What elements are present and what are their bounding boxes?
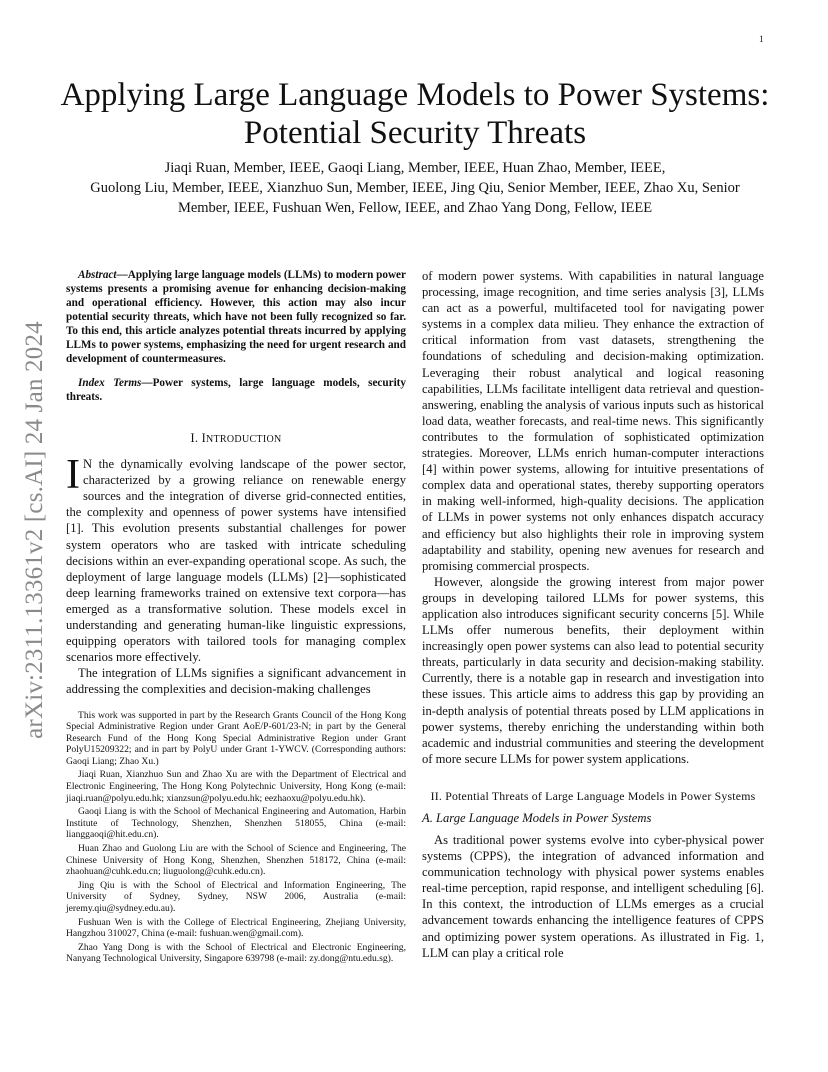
index-terms	[66, 376, 406, 404]
subsection-heading-a: A. Large Language Models in Power Systems	[422, 810, 652, 825]
footnotes	[66, 710, 406, 965]
body-paragraph: of modern power systems. With capabilities in natural language processing, image recognition, and time series analysis [3], LLMs can act as a powerful, multifaceted tool for navigating power systems in a complex data milieu. They enhance the extraction of critical information from vast datasets, strengthening the foundations of scheduling and decision-making optimization. Leveraging their robust analytical and logical reasoning capabilities, LLMs facilitate intelligent data retrieval and question-answering, enabling the analysis of various inputs such as historical load data, weather forecasts, and real-time news. This significantly contributes to the formulation of sophisticated optimization strategies. Moreover, LLMs enrich human-computer interactions [4] within power systems, allowing for intuitive presentations of complex data and operational states, thereby supporting operators in making well-informed, high-quality decisions. The application of LLMs in power systems not only enhances dispatch accuracy and efficiency but also highlights their role in improving system adaptability and stability, opening new avenues for research and promising commercial prospects.	[422, 269, 764, 573]
intro-paragraph-1	[66, 452, 406, 665]
authors-line-2: Guolong Liu, Member, IEEE, Xianzhuo Sun, Member, IEEE, Jing Qiu, Senior Member, IEEE, Zhao Xu, Senior	[90, 180, 740, 196]
arxiv-stamp-text: arXiv:2311.13361v2 [cs.AI] 24 Jan 2024	[21, 321, 48, 739]
section-heading-introduction	[66, 430, 406, 448]
footnote-affiliation: Jing Qiu is with the School of Electrical and Information Engineering, The University of Sydney, Sydney, NSW 2006, Australia (e-mail: jeremy.qiu@sydney.edu.au).	[66, 879, 406, 914]
body-paragraph: As traditional power systems evolve into cyber-physical power systems (CPPS), the integration of advanced information and communication technology with physical power systems enables real-time perception, rapid response, and intelligent scheduling [6]. In this context, the introduction of LLMs emerges as a crucial advancement towards enhancing the intelligence features of CPPS and optimizing power system operations. As illustrated in Fig. 1, LLM can play a critical role	[422, 833, 764, 960]
authors-line-3: Member, IEEE, Fushuan Wen, Fellow, IEEE, and Zhao Yang Dong, Fellow, IEEE	[177, 200, 653, 216]
author-list	[60, 158, 770, 218]
section-1-title: NTRODUCTION	[206, 434, 282, 445]
page-number: 1	[759, 34, 764, 44]
footnote-affiliation: Huan Zhao and Guolong Liu are with the School of Science and Engineering, The Chinese University of Hong Kong, Shenzhen, Shenzhen 518172, China (e-mail: zhaohuan@cuhk.edu.cn; liuguolong@cuhk.edu.cn).	[66, 843, 406, 878]
abstract	[66, 268, 406, 366]
footnote-affiliation: Zhao Yang Dong is with the School of Electrical and Electronic Engineering, Nanyang Technological University, Singapore 639798 (e-mail: zy.dong@ntu.edu.sg).	[66, 941, 406, 965]
section-heading-2: II. Potential Threats of Large Language Models in Power Systems	[430, 788, 756, 803]
footnote-affiliation: Jiaqi Ruan, Xianzhuo Sun and Zhao Xu are with the Department of Electrical and Electronic Engineering, The Hong Kong Polytechnic University, Hong Kong (e-mail: jiaqi.ruan@polyu.edu.hk; xianzsun@polyu.edu.hk; eezhaoxu@polyu.edu.hk).	[66, 769, 406, 804]
abstract-text: —Applying large language models (LLMs) to modern power systems presents a promising avenue for enhancing decision-making and operational efficiency. However, this action may also incur potential security threats, which have not been fully recognized so far. To this end, this article analyzes potential threats incurred by applying LLMs to power systems, emphasizing the need for urgent research and development of countermeasures.	[66, 269, 406, 365]
abstract-label: Abstract	[78, 269, 117, 281]
index-terms-label: Index Terms	[78, 377, 142, 389]
section-1-number: I. I	[190, 431, 206, 445]
left-column	[66, 268, 406, 967]
right-column	[422, 268, 764, 961]
intro-paragraph-1-text: N the dynamically evolving landscape of the power sector, characterized by a growing reliance on renewable energy sources and the integration of diverse grid-connected entities, the complexity and openness of power systems have intensified [1]. This evolution presents substantial challenges for power system operators who are tasked with intricate scheduling decisions within an ever-expanding operational scope. As such, the deployment of large language models (LLMs) [2]—sophisticated deep learning frameworks trained on extensive text corpora—has emerged as a transformative solution. These models excel in understanding and generating human-like linguistic expressions, equipping operators with tailored tools for managing complex scenarios more effectively.	[66, 457, 406, 665]
footnote-funding: This work was supported in part by the Research Grants Council of the Hong Kong Special Administrative Region under Grant AoE/P-601/23-N; in part by the General Research Fund of the Hong Kong Special Administrative Region under Grant PolyU15209322; and in part by PolyU under Grant 1-YWCV. (Corresponding authors: Gaoqi Liang; Zhao Xu.)	[66, 709, 406, 767]
authors-line-1: Jiaqi Ruan, Member, IEEE, Gaoqi Liang, Member, IEEE, Huan Zhao, Member, IEEE,	[164, 160, 666, 176]
footnote-affiliation: Gaoqi Liang is with the School of Mechanical Engineering and Automation, Harbin Institute of Technology, Shenzhen, Shenzhen 518055, China (e-mail: lianggaoqi@hit.edu.cn).	[66, 806, 406, 841]
footnote-affiliation: Fushuan Wen is with the College of Electrical Engineering, Zhejiang University, Hangzhou 310027, China (e-mail: fushuan.wen@gmail.com).	[66, 916, 406, 940]
index-terms-text: —Power systems, large language models, security threats.	[66, 377, 406, 403]
arxiv-stamp	[10, 295, 60, 765]
paper-title: Applying Large Language Models to Power Systems: Potential Security Threats	[60, 77, 770, 151]
body-paragraph: However, alongside the growing interest from major power groups in developing tailored LLMs for power systems, this application also introduces significant security concerns [5]. While LLMs offer numerous benefits, their deployment within increasingly open power systems can also lead to potential security threats, particularly in data security and decision-making stability. Currently, there is a notable gap in research and investigation into these issues. This article aims to address this gap by providing an in-depth analysis of potential threats posed by LLM applications in power systems, thereby enriching the understanding within both academic and industrial communities and steering the development of more secure LLMs for power system applications.	[422, 574, 764, 766]
drop-cap: I	[66, 452, 80, 499]
intro-paragraph-2: The integration of LLMs signifies a significant advancement in addressing the complexities and decision-making challenges	[66, 666, 406, 697]
